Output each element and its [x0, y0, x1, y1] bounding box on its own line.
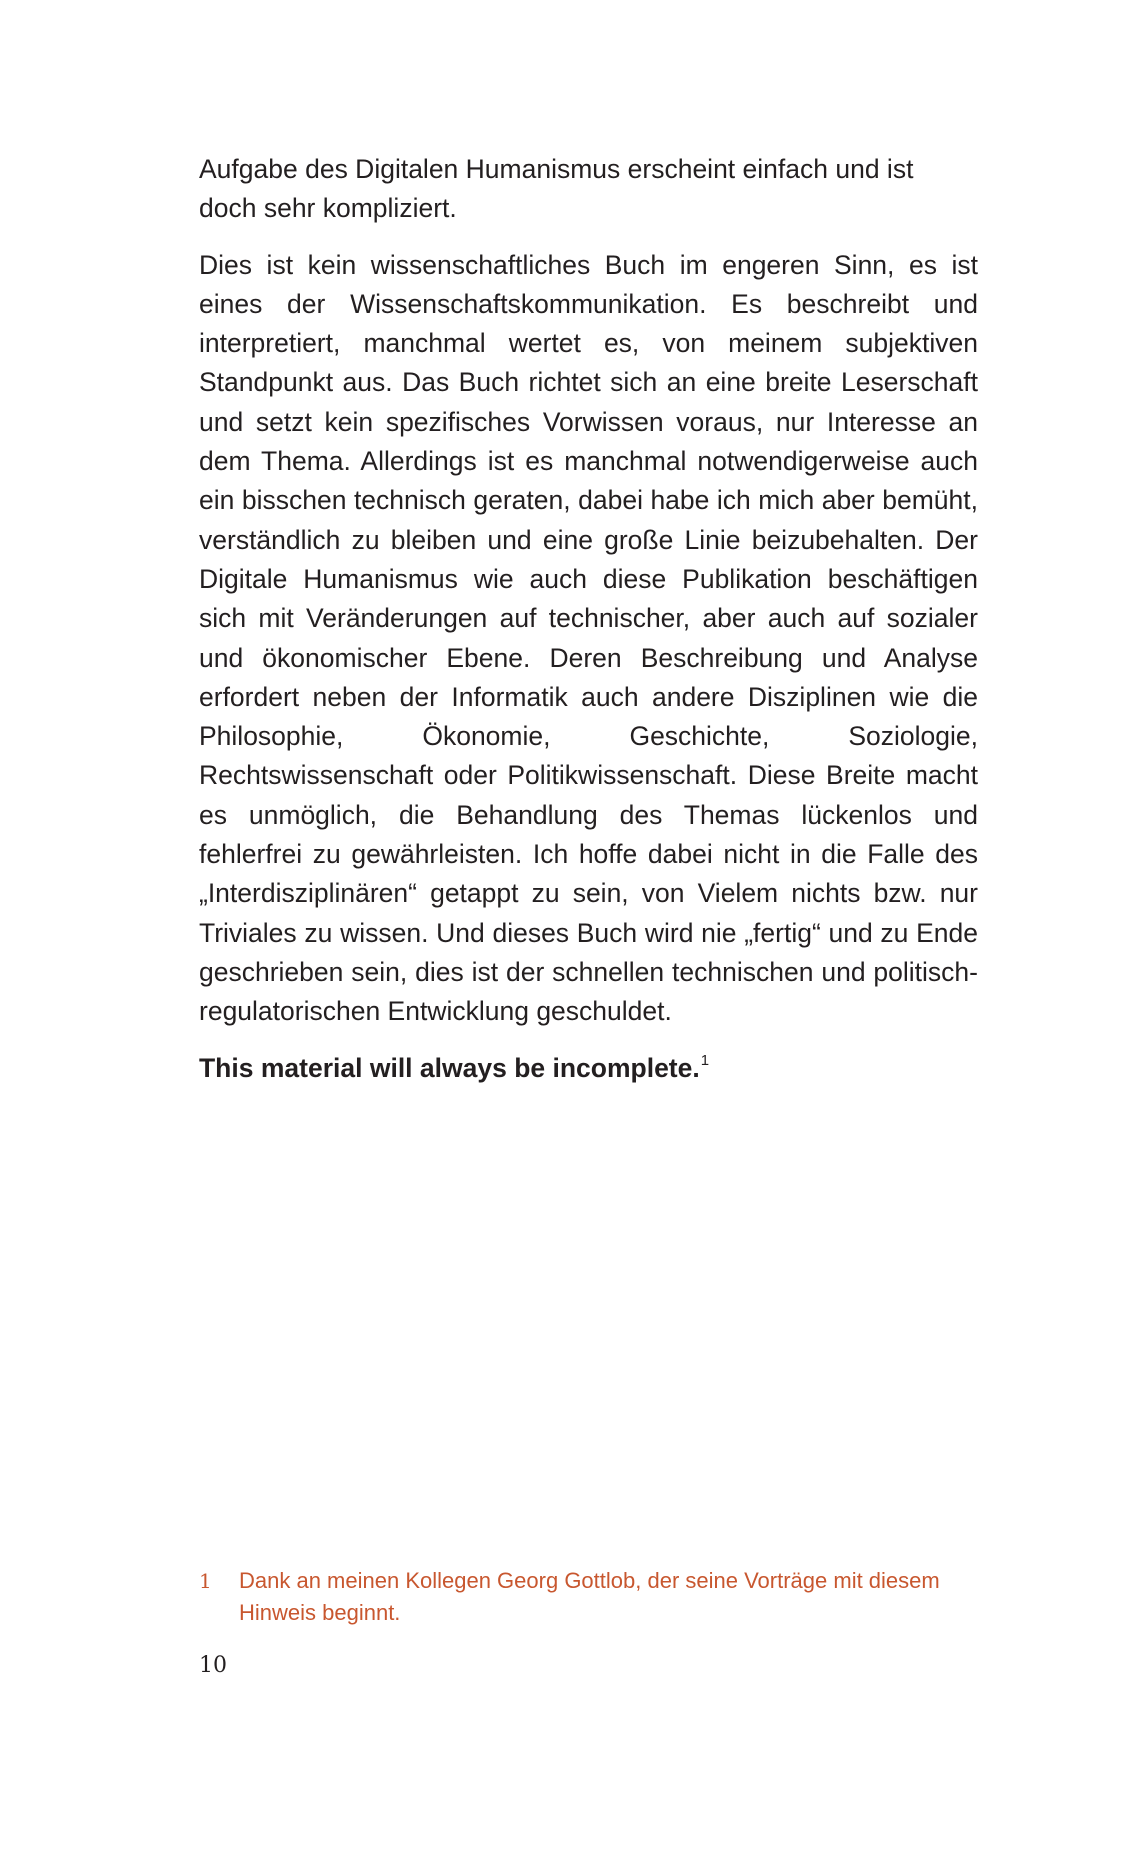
footnote [199, 1565, 978, 1629]
footnote-number: 1 [199, 1569, 212, 1593]
footnote-reference[interactable]: 1 [700, 1051, 710, 1069]
emphasis-text: This material will always be incomplete. [199, 1052, 700, 1083]
page-number: 10 [199, 1653, 227, 1678]
main-text [199, 150, 978, 1092]
paragraph-body: Dies ist kein wissenschaftliches Buch im engeren Sinn, es ist eines der Wissenschaftskommunikation. Es beschreibt und interpretiert, manchmal wertet es, von meinem subjektiven Standpunkt aus. Das Buch richtet sich an eine breite Leserschaft und setzt kein spezifisches Vorwissen voraus, nur Interesse an dem Thema. Allerdings ist es manchmal notwendigerweise auch ein bisschen technisch geraten, dabei habe ich mich aber bemüht, verständlich zu bleiben und eine große Linie beizubehalten. Der Digitale Humanismus wie auch diese Publikation beschäftigen sich mit Veränderungen auf technischer, aber auch auf sozialer und ökonomischer Ebene. Deren Beschreibung und Analyse erfordert neben der Informatik auch andere Disziplinen wie die Philosophie, Ökonomie, Geschichte, Soziologie, Rechtswissenschaft oder Politikwissenschaft. Diese Breite macht es unmöglich, die Behandlung des Themas lückenlos und fehlerfrei zu gewährleisten. Ich hoffe dabei nicht in die Falle des „Interdisziplinären“ getappt zu sein, von Vielem nichts bzw. nur Triviales zu wissen. Und dieses Buch wird nie „fertig“ und zu Ende geschrieben sein, dies ist der schnellen technischen und politisch-regulatorischen Entwicklung geschuldet. [199, 249, 978, 1027]
footnote-text: Dank an meinen Kollegen Georg Gottlob, der seine Vorträge mit diesem Hinweis beginnt. [239, 1568, 940, 1625]
paragraph-intro: Aufgabe des Digitalen Humanismus erscheint einfach und ist doch sehr kompliziert. [199, 154, 914, 224]
emphasis-statement [199, 1049, 978, 1092]
